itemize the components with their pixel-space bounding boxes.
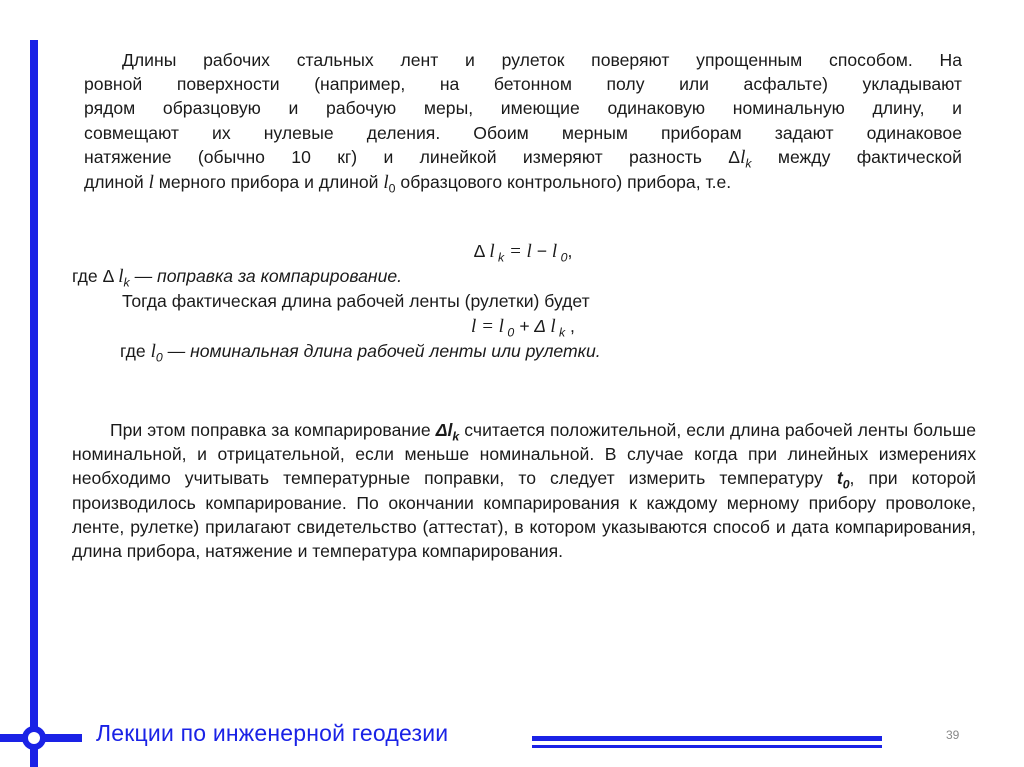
correction-definition: где Δ $l_k$ — поправка за компарирование. (72, 266, 403, 290)
formula-correction: Δ l $_k$ = l − l $_0$, (473, 241, 573, 265)
actual-length-intro: Тогда фактическая длина рабочей ленты (рулетки) будет (122, 291, 590, 312)
paragraph-verification-method (84, 48, 962, 195)
footer-course-title: Лекции по инженерной геодезии (96, 720, 449, 746)
ring-node-icon (18, 722, 50, 754)
footer-divider-thick (532, 736, 882, 741)
nominal-length-definition: где $l_0$ — номинальная длина рабочей ленты или рулетки. (120, 340, 601, 365)
paragraph-correction-sign: При этом поправка за компарирование $\Delta l_k$ считается положительной, если длина рабочей ленты больше номинальной, и отрицательной, если меньше номинальной. В случае когда при линейных измерениях необходимо учитывать температурные поправки, то следует измерить температуру $t_0$, при которой производилось компарирование. По окончании компарирования к каждому мерному прибору проволоке, ленте, рулетке) прилагают свидетельство (аттестат), в котором указываются способ и дата компарирования, длина прибора, натяжение и температура компарирования. (72, 420, 976, 562)
left-decorative-bar (30, 40, 38, 767)
p1-line-2: ровной поверхности (например, на бетонном полу или асфальте) укладывают (84, 74, 962, 95)
p1-line-6: длиной l мерного прибора и длиной $l_0$ образцового контрольного) прибора, т.е. (84, 172, 732, 196)
p1-line-1: Длины рабочих стальных лент и рулеток поверяют упрощенным способом. На (122, 50, 962, 70)
p1-line-5: натяжение (обычно 10 кг) и линейкой измеряют разность $\Delta l_k$ между фактической (84, 146, 962, 171)
page-number: 39 (946, 728, 960, 742)
p1-line-4: совмещают их нулевые деления. Обоим мерным приборам задают одинаковое (84, 122, 962, 143)
footer-divider-thin (532, 745, 882, 748)
formula-actual-length: l = l $_0$ + Δ l $_k$ , (471, 315, 575, 340)
formula-block (72, 239, 962, 365)
p1-line-3: рядом образцовую и рабочую меры, имеющие одинаковую номинальную длину, и (84, 98, 962, 119)
